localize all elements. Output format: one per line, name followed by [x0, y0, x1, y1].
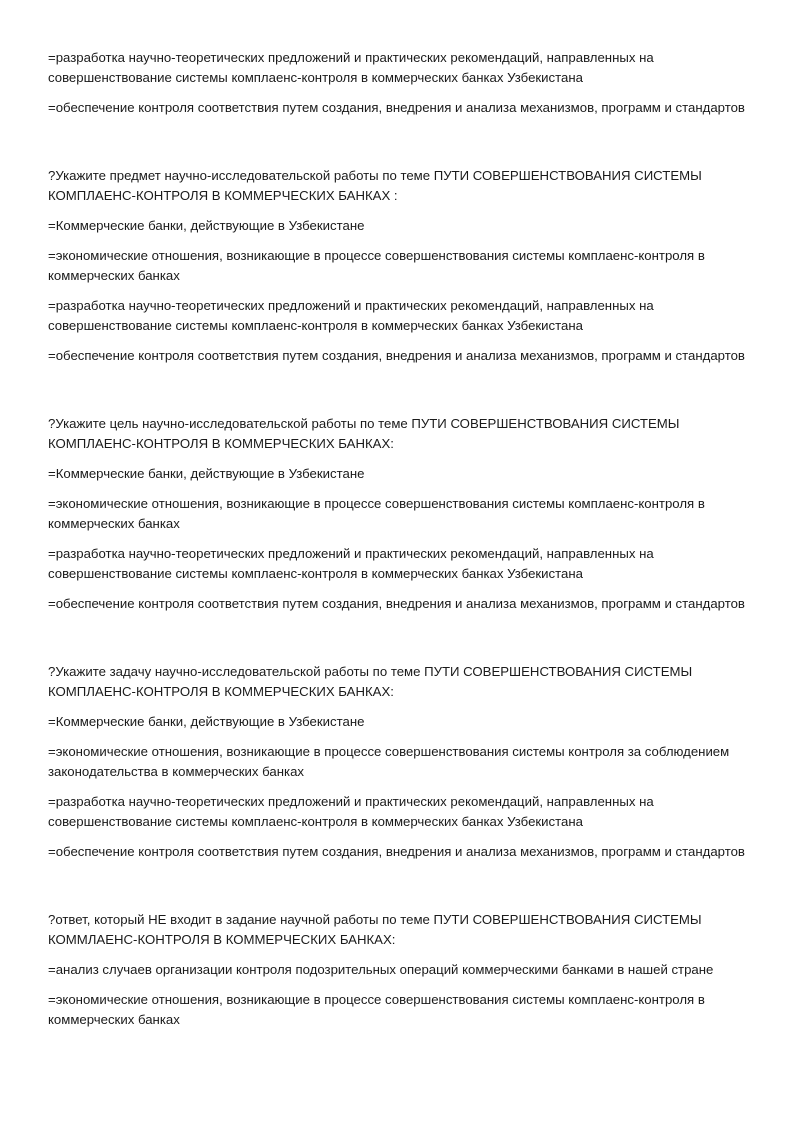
answer-line: =экономические отношения, возникающие в процессе совершенствования системы комплаенс-контроля в коммерческих банках — [48, 248, 705, 283]
answer-line: =экономические отношения, возникающие в процессе совершенствования системы комплаенс-контроля в коммерческих банках — [48, 496, 705, 531]
answer-line: =обеспечение контроля соответствия путем создания, внедрения и анализа механизмов, программ и стандартов — [48, 596, 745, 611]
answer-line: =анализ случаев организации контроля подозрительных операций коммерческими банками в нашей стране — [48, 962, 714, 977]
answer-line: =обеспечение контроля соответствия путем создания, внедрения и анализа механизмов, программ и стандартов — [48, 844, 745, 859]
answer-line: =обеспечение контроля соответствия путем создания, внедрения и анализа механизмов, программ и стандартов — [48, 348, 745, 363]
answer-line: =разработка научно-теоретических предложений и практических рекомендаций, направленных на совершенствование системы комплаенс-контроля в коммерческих банках Узбекистана — [48, 794, 654, 829]
question-line: ?Укажите цель научно-исследовательской работы по теме ПУТИ СОВЕРШЕНСТВОВАНИЯ СИСТЕМЫ КОМПЛАЕНС-КОНТРОЛЯ В КОММЕРЧЕСКИХ БАНКАХ: — [48, 416, 680, 451]
answer-line: =Коммерческие банки, действующие в Узбекистане — [48, 218, 365, 233]
answer-line: =Коммерческие банки, действующие в Узбекистане — [48, 466, 365, 481]
question-line: ?Укажите задачу научно-исследовательской работы по теме ПУТИ СОВЕРШЕНСТВОВАНИЯ СИСТЕМЫ КОМПЛАЕНС-КОНТРОЛЯ В КОММЕРЧЕСКИХ БАНКАХ: — [48, 664, 693, 699]
question-block-task — [48, 662, 760, 862]
document-page — [48, 48, 760, 1040]
intro-answers — [48, 48, 760, 118]
question-block-goal — [48, 414, 760, 614]
answer-line: =обеспечение контроля соответствия путем создания, внедрения и анализа механизмов, программ и стандартов — [48, 100, 745, 115]
answer-line: =разработка научно-теоретических предложений и практических рекомендаций, направленных на совершенствование системы комплаенс-контроля в коммерческих банках Узбекистана — [48, 298, 654, 333]
question-line: ?Укажите предмет научно-исследовательской работы по теме ПУТИ СОВЕРШЕНСТВОВАНИЯ СИСТЕМЫ КОМПЛАЕНС-КОНТРОЛЯ В КОММЕРЧЕСКИХ БАНКАХ : — [48, 168, 702, 203]
answer-line: =разработка научно-теоретических предложений и практических рекомендаций, направленных на совершенствование системы комплаенс-контроля в коммерческих банках Узбекистана — [48, 546, 654, 581]
question-block-not-included — [48, 910, 760, 1030]
answer-line: =экономические отношения, возникающие в процессе совершенствования системы комплаенс-контроля в коммерческих банках — [48, 992, 705, 1027]
answer-line: =Коммерческие банки, действующие в Узбекистане — [48, 714, 365, 729]
answer-line: =разработка научно-теоретических предложений и практических рекомендаций, направленных на совершенствование системы комплаенс-контроля в коммерческих банках Узбекистана — [48, 50, 654, 85]
question-line: ?ответ, который НЕ входит в задание научной работы по теме ПУТИ СОВЕРШЕНСТВОВАНИЯ СИСТЕМЫ КОММЛАЕНС-КОНТРОЛЯ В КОММЕРЧЕСКИХ БАНКАХ: — [48, 912, 702, 947]
answer-line: =экономические отношения, возникающие в процессе совершенствования системы контроля за соблюдением законодательства в коммерческих банках — [48, 744, 730, 779]
question-block-subject — [48, 166, 760, 366]
